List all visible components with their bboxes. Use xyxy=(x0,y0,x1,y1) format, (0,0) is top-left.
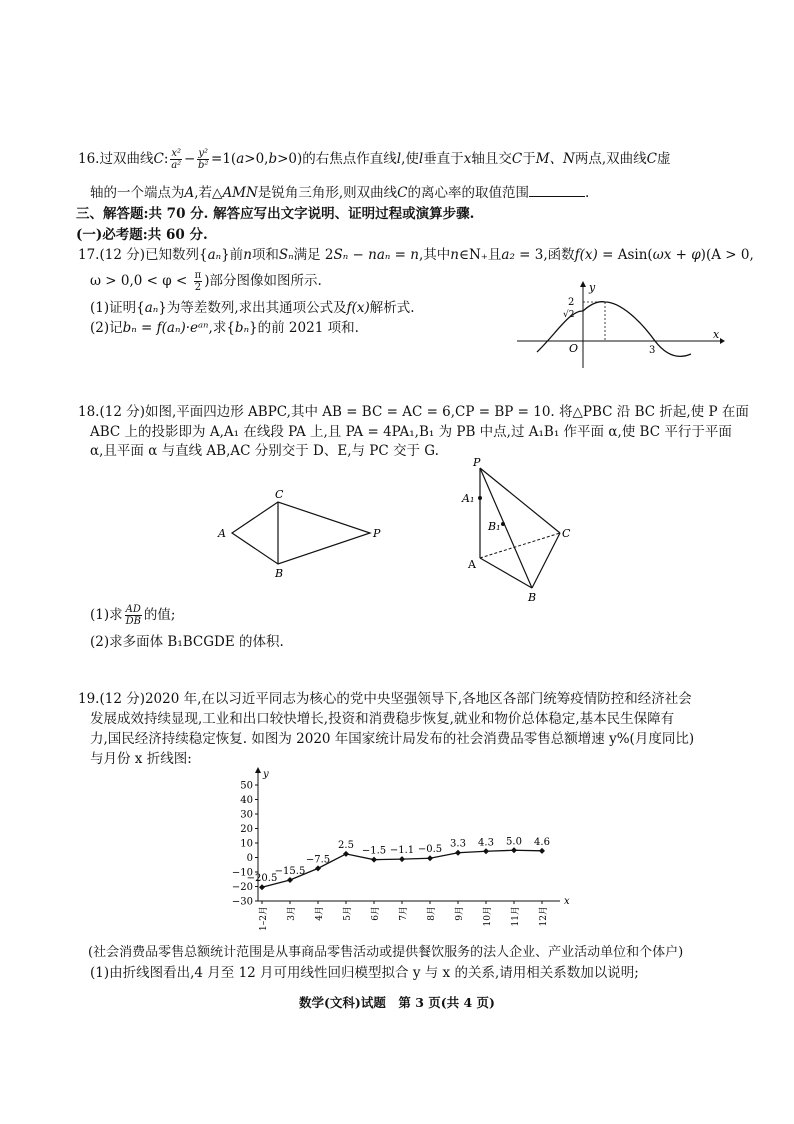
fig18b-label-A1: A₁ xyxy=(462,492,475,505)
chart-point xyxy=(511,847,517,853)
q19-line-1: 19.(12 分)2020 年,在以习近平同志为核心的党中央坚强领导下,各地区各部门统筹疫情防控和经济社会 xyxy=(78,691,692,707)
q17-part-2: (2)记bₙ = f(aₙ)·eᵃⁿ,求{bₙ}的前 2021 项和. xyxy=(90,320,359,336)
q18-figure-quadrilateral xyxy=(212,485,392,580)
graph17-x-label: x xyxy=(713,328,720,341)
chart-y-tick-label: 50 xyxy=(240,780,253,792)
chart-point xyxy=(455,850,461,856)
chart-y-tick-label: 30 xyxy=(240,809,253,821)
page-footer: 数学(文科)试题 第 3 页(共 4 页) xyxy=(299,995,495,1010)
y-axis-arrow xyxy=(580,281,586,287)
q18-part-2: (2)求多面体 B₁BCGDE 的体积. xyxy=(90,634,284,650)
chart-y-ticks xyxy=(232,781,258,908)
fig18b-label-B1: B₁ xyxy=(488,520,501,533)
chart-data-label: 2.5 xyxy=(338,839,354,851)
chart-x-tick-label: 9月 xyxy=(455,906,465,921)
fig18b-label-P: P xyxy=(473,456,481,469)
fraction-x2-a2: $\frac{\text{x²}}{\text{a²}}$ xyxy=(171,148,182,171)
chart-x-tick-label: 6月 xyxy=(371,906,381,921)
chart-data-label: 4.6 xyxy=(534,836,550,848)
chart-y-label: y xyxy=(263,769,269,780)
graph17-origin: O xyxy=(569,342,579,355)
chart-y-tick-label: −20 xyxy=(231,882,253,893)
fraction-y2-b2: $\frac{\text{y²}}{\text{b²}}$ xyxy=(197,148,209,171)
q18-line-1: 18.(12 分)如图,平面四边形 ABPC,其中 AB = BC = AC = 6,CP = BP = 10. 将△PBC 沿 BC 折起,使 P 在面 xyxy=(78,404,749,420)
q18-line-3: α,且平面 α 与直线 AB,AC 分别交于 D、E,与 PC 交于 G. xyxy=(90,443,439,459)
chart-x-tick-label: 11月 xyxy=(511,906,521,927)
graph17-tick-3: 3 xyxy=(649,345,656,356)
q19-line-2: 发展成效持续显现,工业和出口较快增长,投资和消费稳步恢复,就业和物价总体稳定,基本民生保障有 xyxy=(90,711,675,727)
x-axis-arrow xyxy=(720,338,725,344)
chart-y-tick-label: 40 xyxy=(240,795,253,806)
chart-y-axis-arrow xyxy=(255,767,261,773)
chart-data-label: 5.0 xyxy=(506,836,522,848)
fig18a-label-B: B xyxy=(275,567,284,580)
chart-x-tick-label: 3月 xyxy=(287,906,297,921)
q17-sine-graph xyxy=(515,280,725,370)
chart-y-tick-label: −30 xyxy=(231,896,253,908)
graph17-tick-2: 2 xyxy=(568,297,575,308)
chart-x-tick-label: 12月 xyxy=(539,906,549,927)
chart-x-tick-label: 8月 xyxy=(427,906,437,921)
chart-data-label: −15.5 xyxy=(274,865,306,877)
chart-y-tick-label: 20 xyxy=(240,824,253,835)
fig18b-label-C: C xyxy=(562,527,571,540)
q16-line-2: 轴的一个端点为A,若△AMN是锐角三角形,则双曲线C的离心率的取值范围 . xyxy=(90,185,590,201)
sine-curve xyxy=(537,302,691,357)
chart-data-label: 4.3 xyxy=(478,837,494,849)
chart-point xyxy=(343,851,349,857)
graph17-tick-sqrt2: √2 xyxy=(563,310,575,320)
chart-data-labels xyxy=(247,836,550,884)
chart-y-tick-label: 10 xyxy=(240,838,253,850)
edge-AC-hidden xyxy=(480,533,560,558)
q16-line-1: 16.过双曲线C: $\frac{\text{x²}}{\text{a²}}$ − $\frac{\text{y²}}{\text{b²}}$ =1(a>0,b>0)的右焦点作直线l,使l垂直于x轴且交C于M、N两点,双曲线C虚 xyxy=(78,148,671,171)
chart-point xyxy=(371,857,377,863)
answer-blank[interactable] xyxy=(529,184,585,197)
q17-part-1: (1)证明{aₙ}为等差数列,求出其通项公式及f(x)解析式. xyxy=(90,300,415,316)
chart-x-tick-label: 4月 xyxy=(315,906,325,921)
chart-point xyxy=(259,884,265,890)
q19-line-4: 与月份 x 折线图: xyxy=(90,751,192,767)
q17-line-1: 17.(12 分)已知数列{aₙ}前n项和Sₙ满足 2Sₙ − naₙ = n,其中n∈N₊且a₂ = 3,函数f(x) = Asin(ωx + φ)(A > 0, xyxy=(78,247,754,263)
graph17-y-label: y xyxy=(589,281,596,294)
chart-x-tick-label: 1–2月 xyxy=(259,906,269,931)
fig18a-label-C: C xyxy=(275,488,284,501)
edge-AB xyxy=(480,558,532,588)
q18-figure-tetrahedron xyxy=(455,455,585,605)
point-A1 xyxy=(478,496,482,500)
fig18b-label-B: B xyxy=(528,591,537,604)
chart-data-label: −1.1 xyxy=(389,845,415,857)
section-3-required-heading: (一)必考题:共 60 分. xyxy=(76,227,208,243)
fraction-AD-DB: $\frac{AD}{DB}$ xyxy=(125,604,141,627)
fig18a-label-A: A xyxy=(218,527,226,540)
fraction-pi-2: $\frac{\pi}{2}$ xyxy=(194,270,202,293)
chart-x-label: x xyxy=(564,896,570,907)
chart-point xyxy=(287,877,293,883)
q16-number: 16. xyxy=(78,151,100,167)
chart-point xyxy=(399,856,405,862)
chart-data-label: −7.5 xyxy=(305,854,331,866)
chart-data-label: 3.3 xyxy=(450,838,466,850)
chart-point xyxy=(315,865,321,871)
chart-x-tick-label: 5月 xyxy=(343,906,353,921)
chart-data-label: −20.5 xyxy=(246,873,278,885)
edge-BC xyxy=(532,533,560,588)
chart-data-label: −0.5 xyxy=(417,844,443,856)
chart-x-ticks xyxy=(258,901,549,931)
fig18a-label-P: P xyxy=(373,527,381,540)
section-3-heading: 三、解答题:共 70 分. 解答应写出文字说明、证明过程或演算步骤. xyxy=(76,206,475,222)
q18-line-2: ABC 上的投影即为 A,A₁ 在线段 PA 上,且 PA = 4PA₁,B₁ 为 PB 中点,过 A₁B₁ 作平面 α,使 BC 平行于平面 xyxy=(90,424,732,440)
chart-data-label: −1.5 xyxy=(361,845,387,857)
q19-line-3: 力,国民经济持续稳定恢复. 如图为 2020 年国家统计局发布的社会消费品零售总额增速 y%(月度同比) xyxy=(90,731,695,747)
point-B1 xyxy=(501,522,505,526)
chart-y-tick-label: −10 xyxy=(231,867,253,879)
q19-line-chart xyxy=(220,763,580,943)
chart-point xyxy=(427,855,433,861)
fig18b-label-A: A xyxy=(468,558,476,571)
q19-part-1: (1)由折线图看出,4 月至 12 月可用线性回归模型拟合 y 与 x 的关系,请用相关系数加以说明; xyxy=(90,965,639,981)
q18-part-1: (1)求 $\frac{AD}{DB}$ 的值; xyxy=(90,604,176,627)
chart-x-tick-label: 10月 xyxy=(483,906,493,927)
chart-point xyxy=(483,848,489,854)
q17-line-2: ω > 0,0 < φ < $\frac{\pi}{2}$ )部分图像如图所示. xyxy=(90,270,322,293)
chart-point xyxy=(539,848,545,854)
chart-y-tick-label: 0 xyxy=(246,853,253,864)
quadrilateral-ABPC xyxy=(232,502,370,564)
q19-note: (社会消费品零售总额统计范围是从事商品零售活动或提供餐饮服务的法人企业、产业活动单位和个体户) xyxy=(88,945,684,960)
chart-x-tick-label: 7月 xyxy=(399,906,409,921)
